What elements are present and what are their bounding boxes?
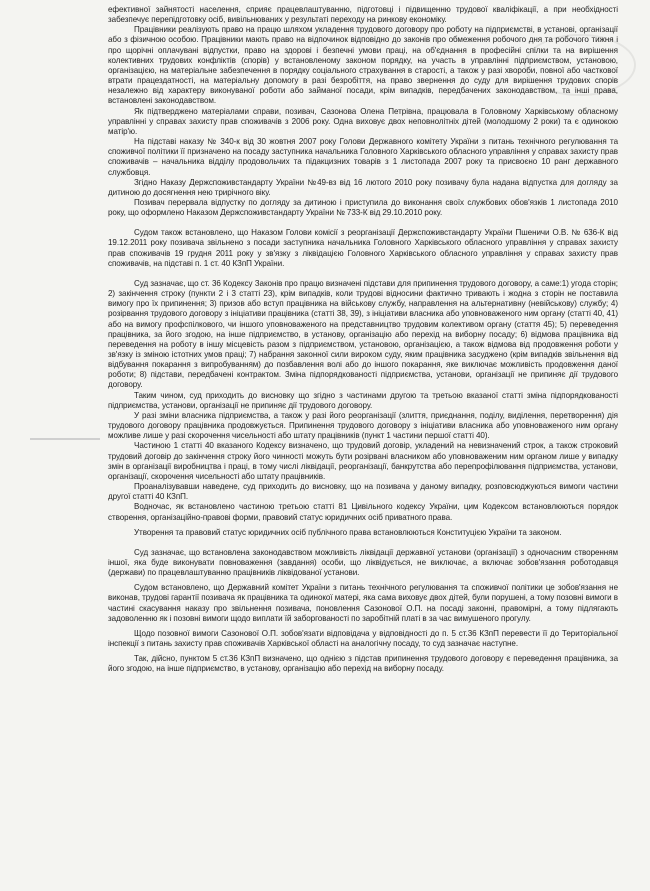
paragraph-17: Щодо позовної вимоги Сазонової О.П. зобов'язати відповідача у відповідності до п. 5 ст.36 КЗпП перевести її до Територіальної інспекції з питань захисту прав споживачів Харківської області на аналогічну посаду, то суд зазначає наступне. [108,628,618,649]
paragraph-8: Суд зазначає, що ст. 36 Кодексу Законів про працю визначені підстави для припинення трудового договору, а саме:1) угода сторін; 2) закінчення строку (пункти 2 і 3 статті 23), крім випадків, коли трудові відносини фактично тривають і жодна з сторін не поставила вимогу про їх припинення; 3) призов або вступ працівника на військову службу, направлення на альтернативну (невійськову) службу; 4) розірвання трудового договору з ініціативи працівника (статті 38, 39), з ініціативи власника або уповноваженого ним органу (статті 40, 41) або на вимогу профспілкового, чи іншого уповноваженого на представництво трудовим колективом органу (стаття 45); 5) переведення працівника, за його згодою, на інше підприємство, в установу, організацію або перехід на виборну посаду; 6) відмова працівника від переведення на роботу в іншу місцевість разом з підприємством, установою, організацією, а також відмова від продовження роботи у зв'язку із зміною істотних умов праці; 7) набрання законної сили вироком суду, яким працівника засуджено (крім випадків звільнення від відбування покарання з випробуванням) до позбавлення волі або до іншого покарання, яке виключає можливість продовження даної роботи; 8) підстави, передбачені контрактом. Зміна підпорядкованості підприємства, установи, організації не припиняє дії трудового договору. [108,278,618,390]
paragraph-3: Як підтверджено матеріалами справи, позивач, Сазонова Олена Петрівна, працювала в Головному Харківському обласному управлінні у справах захисту прав споживачів з 2006 року. Одна виховує двох неповнолітніх дітей (молодшому 2 роки) та є одинокою матір'ю. [108,106,618,136]
paragraph-11: Частиною 1 статті 40 вказаного Кодексу визначено, що трудовий договір, укладений на невизначений строк, а також строковий трудовий договір до закінчення строку його чинності можуть бути розірвані власником або уповноваженим ним органом лише у випадку змін в організації виробництва і праці, в тому числі ліквідації, реорганізації, банкрутства або перепрофілювання підприємства, установи, організації, скорочення чисельності або штату працівників. [108,441,618,481]
paragraph-4: На підставі наказу № 340-к від 30 жовтня 2007 року Голови Державного комітету України з питань технічного регулювання та споживчої політики її призначено на посаду заступника начальника Головного Харківського обласного управління у справах захисту прав споживачів – начальника відділу продовольчих та підакцизних товарів з 1 листопада 2007 року та присвоєно 10 ранг державного службовця. [108,137,618,177]
paragraph-6: Позивач перервала відпустку по догляду за дитиною і приступила до виконання своїх службових обов'язків 1 листопада 2010 року, що оформлено Наказом Держспоживстандарту України № 733-К від 29.10.2010 року. [108,197,618,218]
paragraph-15: Суд зазначає, що встановлена законодавством можливість ліквідації державної установи (організації) з одночасним створенням іншої, яка буде виконувати повноваження (завдання) особи, що ліквідується, не виключає, а включає зобов'язання роботодавця (держави) по працевлаштуванню працівників ліквідованої установи. [108,547,618,578]
paragraph-7: Судом також встановлено, що Наказом Голови комісії з реорганізації Держспоживстандарту України Пшеничи О.В. № 636-К від 19.12.2011 року позивача звільнено з посади заступника начальника Головного Харківського обласного управління у справах захисту прав споживачів 19 грудня 2011 року у зв'язку з ліквідацією Головного Харківського обласного управління у справах захисту прав споживачів, на підставі п. 1 ст. 40 КЗпП України. [108,228,618,268]
paragraph-18: Так, дійсно, пунктом 5 ст.36 КЗпП визначено, що однією з підстав припинення трудового договору є переведення працівника, за його згодою, на інше підприємство, в установу, організацію або перехід на виборну посаду. [108,654,618,674]
paragraph-13: Водночас, як встановлено частиною третьою статті 81 Цивільного кодексу України, цим Кодексом встановлюються порядок створення, організаційно-правові форми, правовий статус юридичних осіб приватного права. [108,502,618,522]
paragraph-2: Працівники реалізують право на працю шляхом укладення трудового договору про роботу на підприємстві, в установі, організації або з фізичною особою. Працівники мають право на відпочинок відповідно до законів про обмеження робочого дня та робочого тижня і про щорічні оплачувані відпустки, право на здорові і безпечні умови праці, на об'єднання в професійні спілки та на вирішення колективних трудових конфліктів (спорів) у встановленому законом порядку, на участь в управлінні підприємством, установою, організацією, на матеріальне забезпечення в порядку соціального страхування в старості, а також у разі хвороби, повної або часткової втрати працездатності, на матеріальну допомогу в разі безробіття, на право звернення до суду для вирішення трудових спорів незалежно від характеру виконуваної роботи або займаної посади, крім випадків, передбачених законодавством, та інші права, встановлені законодавством. [108,25,618,106]
paragraph-12: Проаналізувавши наведене, суд приходить до висновку, що на позивача у даному випадку, розповсюджуються вимоги частини другої статті 40 КЗпП. [108,482,618,502]
paragraph-5: Згідно Наказу Держспоживстандарту України №49-вз від 16 лютого 2010 року позивачу була надана відпустка для догляду за дитиною до досягнення нею трирічного віку. [108,177,618,197]
paragraph-16: Судом встановлено, що Державний комітет України з питань технічного регулювання та споживчої політики це зобов'язання не виконав, трудові гарантії позивача як працівника та одинокої матері, яка сама виховує двох дітей, були порушені, а тому позовні вимоги в частині скасування наказу про звільнення позивача, поновлення Сазонової О.П. на посаді законні, правомірні, а тому підлягають задоволенню як і позовні вимоги щодо виплати їй заборгованості по заробітній платі в за час вимушеного прогулу. [108,583,618,623]
document-body [108,5,618,675]
paragraph-9: Таким чином, суд приходить до висновку що згідно з частинами другою та третьою вказаної статті зміна підпорядкованості підприємства, установи, організації не припиняє дії трудового договору. [108,390,618,410]
paragraph-14: Утворення та правовий статус юридичних осіб публічного права встановлюються Конституцією України та законом. [134,527,562,537]
paragraph-10: У разі зміни власника підприємства, а також у разі його реорганізації (злиття, приєднання, поділу, виділення, перетворення) дія трудового договору працівника продовжується. Припинення трудового договору з ініціативи власника або уповноваженого ним органу можливе лише у разі скорочення чисельності або штату працівників (пункт 1 частини першої статті 40). [108,410,618,441]
paragraph-1: ефективної зайнятості населення, сприяє працевлаштуванню, підготовці і підвищенню трудової кваліфікації, а при необхідності забезпечує перепідготовку осіб, вивільнюваних у результаті переходу на ринкову економіку. [108,5,618,25]
scan-artifact [30,438,100,440]
